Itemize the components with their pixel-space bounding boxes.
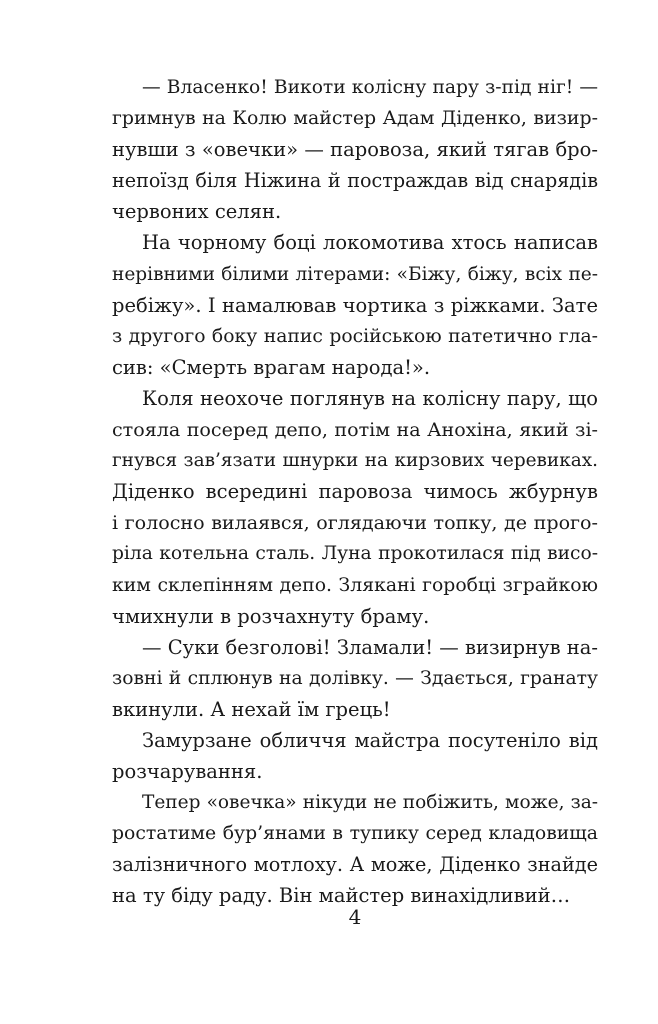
text-line: стояла посеред депо, потім на Анохіна, який зі- — [112, 418, 598, 442]
text-line: нерівними білими літерами: «Біжу, біжу, всіх пе- — [112, 263, 598, 285]
body-text — [112, 72, 598, 912]
text-line: ростатиме бур’янами в тупику серед кладовища — [112, 823, 598, 845]
text-line: На чорному боці локомотива хтось написав — [142, 231, 598, 255]
page-number: 4 — [348, 905, 362, 929]
text-line: на ту біду раду. Він майстер винахідливий… — [112, 884, 571, 908]
paragraph — [112, 383, 598, 632]
text-line: і голосно вилаявся, оглядаючи топку, де прого- — [112, 511, 598, 535]
text-line: гнувся зав’язати шнурки на кирзових черевиках. — [112, 450, 598, 472]
paragraph — [112, 227, 598, 382]
text-line: непоїзд біля Ніжина й постраждав від снарядів — [112, 169, 598, 193]
text-line: нувши з «овечки» — паровоза, який тягав бро- — [112, 138, 598, 162]
text-line: сив: «Смерть врагам народа!». — [112, 355, 431, 379]
paragraph — [112, 725, 598, 787]
text-line: червоних селян. — [112, 200, 282, 224]
text-line: Тепер «овечка» нікуди не побіжить, може, за- — [142, 792, 598, 814]
text-line: ким склепінням депо. Злякані горобці зграйкою — [112, 574, 598, 596]
text-line: залізничного мотлоху. А може, Діденко знайде — [112, 853, 598, 877]
text-line: з другого боку напис російською патетично гла- — [112, 325, 598, 347]
text-line: Коля неохоче поглянув на колісну пару, що — [142, 386, 598, 410]
text-line: розчарування. — [112, 760, 263, 784]
text-line: зовні й сплюнув на долівку. — Здається, гранату — [112, 667, 598, 689]
text-line: — Власенко! Викоти колісну пару з-під ніг! — — [142, 77, 598, 98]
text-line: — Суки безголові! Зламали! — визирнув на- — [142, 635, 598, 659]
text-line: чмихнули в розчахнуту браму. — [112, 604, 430, 628]
paragraph — [112, 787, 598, 911]
paragraph — [112, 72, 598, 227]
text-line: ріла котельна сталь. Луна прокотилася під висо- — [112, 543, 598, 565]
text-line: гримнув на Колю майстер Адам Діденко, визир- — [112, 107, 598, 130]
paragraph — [112, 632, 598, 725]
text-line: Замурзане обличчя майстра посутеніло від — [142, 728, 598, 752]
text-line: вкинули. А нехай їм грець! — [112, 697, 391, 721]
text-line: ребіжу». І намалював чортика з ріжками. Зате — [112, 293, 598, 317]
text-line: Діденко всередині паровоза чимось жбурнув — [112, 480, 598, 504]
